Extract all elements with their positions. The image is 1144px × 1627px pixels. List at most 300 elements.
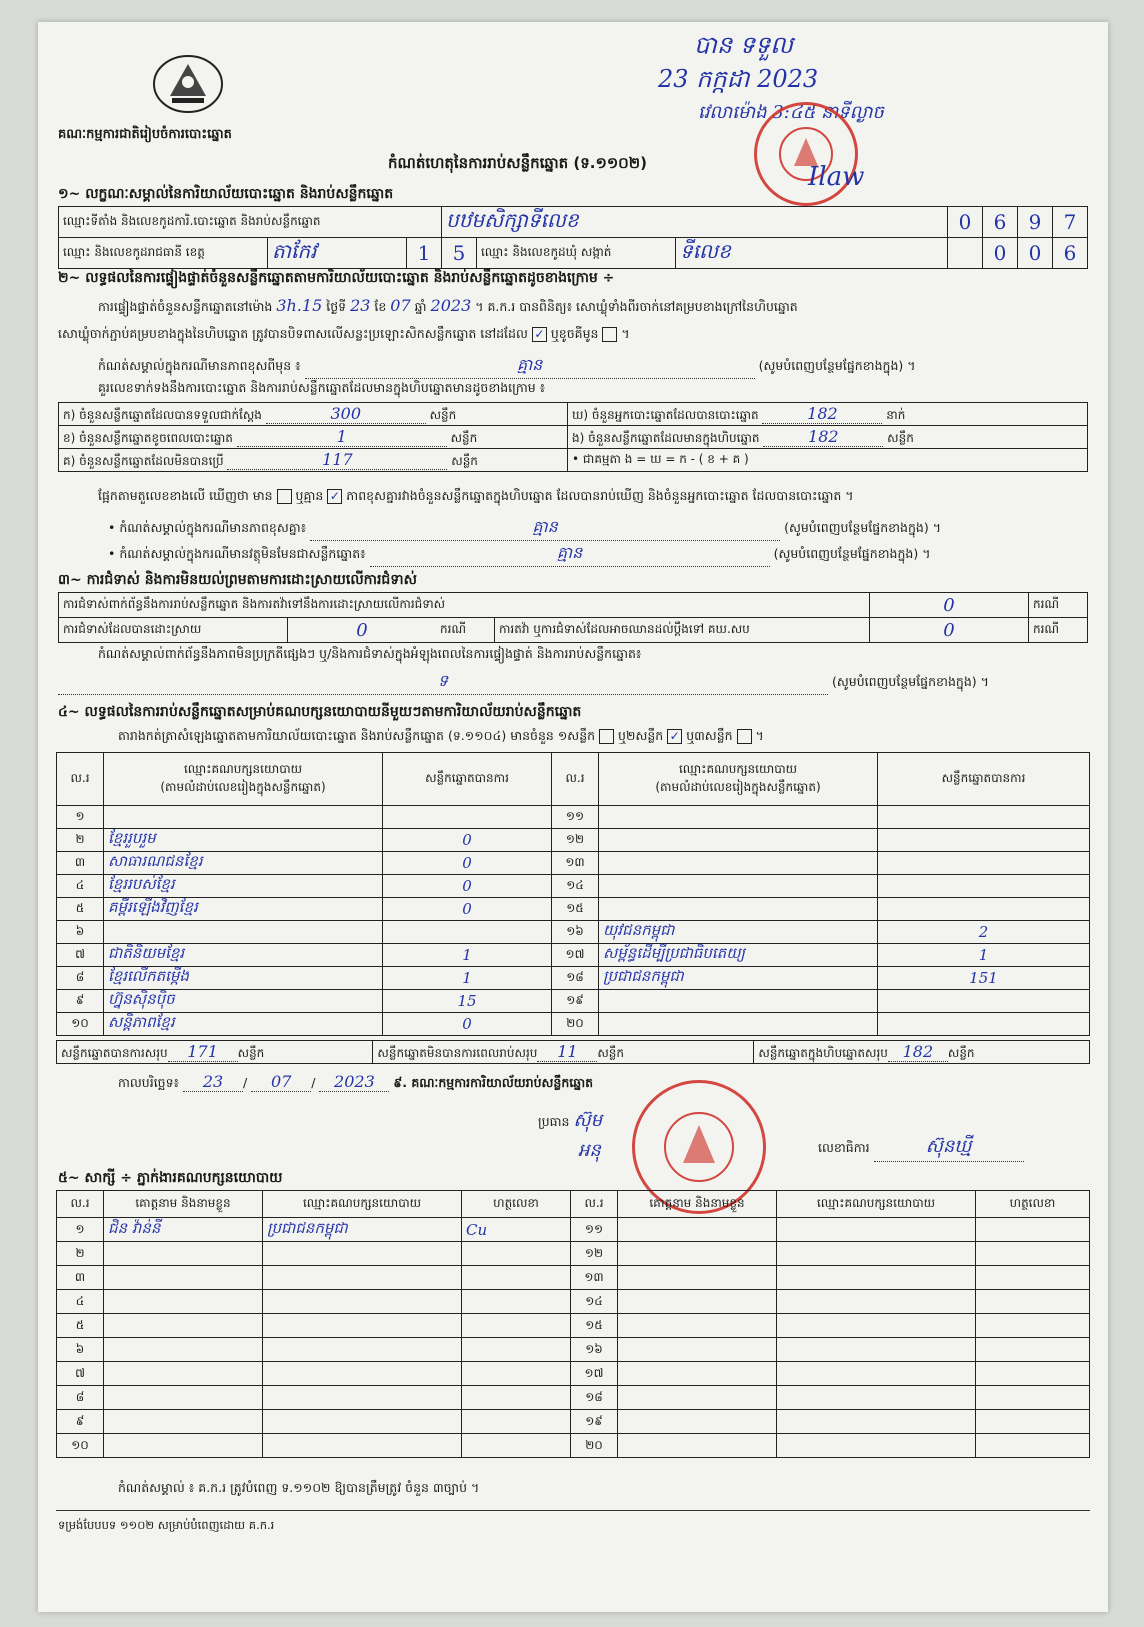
party-name bbox=[599, 852, 878, 875]
witness-name bbox=[104, 1410, 263, 1434]
appeal-value: 0 bbox=[870, 618, 1029, 643]
row-no: ១១ bbox=[571, 1218, 618, 1242]
text: ថ្ងៃទី bbox=[326, 299, 347, 314]
table-row bbox=[57, 1266, 1090, 1290]
witness-party bbox=[777, 1434, 976, 1458]
total-box bbox=[754, 1041, 1090, 1064]
vote-count: 15 bbox=[383, 990, 552, 1013]
objection-label: ការជំទាស់ពាក់ព័ន្ធនឹងការរាប់សន្លឹកឆ្នោត និងការតវ៉ាទៅនឹងការដោះស្រាយលើការជំទាស់ bbox=[59, 593, 870, 618]
resolved-label: ការជំទាស់ដែលបានដោះស្រាយ bbox=[59, 618, 288, 643]
text: ប្រធាន bbox=[538, 1114, 570, 1129]
row-no: ៦ bbox=[57, 1338, 104, 1362]
witness-signature bbox=[976, 1266, 1090, 1290]
row-no: ១២ bbox=[571, 1242, 618, 1266]
row-no: ២០ bbox=[552, 1013, 599, 1036]
difference-note-line bbox=[98, 354, 1088, 379]
diff-note-line bbox=[108, 516, 1088, 541]
table-row bbox=[57, 1410, 1090, 1434]
row-no: ៧ bbox=[57, 944, 104, 967]
witness-signature bbox=[462, 1434, 571, 1458]
total-invalid-value: 11 bbox=[557, 1041, 578, 1061]
vote-count: 0 bbox=[383, 875, 552, 898]
witness-name bbox=[104, 1362, 263, 1386]
party-name bbox=[599, 875, 878, 898]
party-name bbox=[104, 806, 383, 829]
vote-count: 2 bbox=[878, 921, 1090, 944]
row-no: ១៧ bbox=[571, 1362, 618, 1386]
text: ឆ្នាំ bbox=[414, 299, 427, 314]
vote-count: 1 bbox=[383, 967, 552, 990]
witness-signature bbox=[976, 1218, 1090, 1242]
row-no: ១ bbox=[57, 806, 104, 829]
commune-label: ឈ្មោះ និងលេខកូដឃុំ សង្កាត់ bbox=[477, 238, 676, 269]
vote-count: 0 bbox=[383, 1013, 552, 1036]
row-no: ៥ bbox=[57, 1314, 104, 1338]
table-row bbox=[57, 1314, 1090, 1338]
received-line-3: វេលាម៉ោង 3:៤៥ នាទីល្ងាច bbox=[698, 102, 884, 123]
row-no: ១៩ bbox=[571, 1410, 618, 1434]
station-code-digit: 7 bbox=[1053, 207, 1088, 238]
col-sign: ហត្ថលេខា bbox=[462, 1191, 571, 1218]
col-no: ល.រ bbox=[57, 1191, 104, 1218]
witness-party bbox=[777, 1242, 976, 1266]
text: (សូមបំពេញបន្ថែមផ្នែកខាងក្នុង) ។ bbox=[784, 520, 941, 535]
witness-signature bbox=[976, 1242, 1090, 1266]
witness-party bbox=[777, 1266, 976, 1290]
text: ឃ) ចំនួនអ្នកបោះឆ្នោតដែលបានបោះឆ្នោត bbox=[572, 407, 759, 422]
chair-signature: ស៊ុម bbox=[573, 1110, 603, 1131]
text: ឬ២សន្លឹក bbox=[618, 728, 664, 743]
party-results-table bbox=[56, 752, 1090, 1036]
unit: ករណី bbox=[1029, 618, 1088, 643]
witness-signature bbox=[976, 1410, 1090, 1434]
witness-name bbox=[618, 1434, 777, 1458]
table-row bbox=[57, 990, 1090, 1013]
section-3-title: ៣~ ការជំទាស់ និងការមិនយល់ព្រមតាមការដោះស្រាយលើការជំទាស់ bbox=[58, 572, 417, 588]
witness-signature bbox=[462, 1362, 571, 1386]
party-name: សាធារណជនខ្មែរ bbox=[104, 852, 383, 875]
vote-count: 1 bbox=[383, 944, 552, 967]
witness-name: ជិន វ៉ាន់នី bbox=[104, 1218, 263, 1242]
table-row bbox=[57, 1242, 1090, 1266]
witness-signature bbox=[976, 1386, 1090, 1410]
witness-signature bbox=[976, 1434, 1090, 1458]
row-no: ៤ bbox=[57, 875, 104, 898]
date-day: 23 bbox=[183, 1072, 243, 1092]
vote-count: 0 bbox=[383, 829, 552, 852]
province-code-digit: 1 bbox=[407, 238, 442, 269]
row-no: ១៣ bbox=[552, 852, 599, 875]
count-c-value: 117 bbox=[322, 449, 353, 469]
commune-code-digit: 6 bbox=[1053, 238, 1088, 269]
irregularity-note-label: កំណត់សម្គាល់ពាក់ព័ន្ធនឹងភាពមិនប្រក្រតីផ្សេងៗ ឬ/និងការជំទាស់ក្នុងអំឡុងពេលនៃការផ្ទៀងផ្ទាត់ និងការរាប់សន្លឹកឆ្នោត៖ bbox=[98, 646, 642, 661]
vote-count bbox=[878, 898, 1090, 921]
irregularity-field[interactable] bbox=[58, 670, 828, 695]
row-no: ៣ bbox=[57, 852, 104, 875]
count-c bbox=[59, 449, 568, 472]
verification-line-2: សោឃ្លុំចាក់ភ្ជាប់គម្របខាងក្នុងនៃហិបឆ្នោត ត្រូវបានបិទពាសលើសន្លះប្រឡោះសិកសន្លឹកឆ្នោត នៅដដែល ✓ ឬខូចគីមូន ។ bbox=[58, 326, 630, 341]
witness-name bbox=[618, 1386, 777, 1410]
member-line bbox=[578, 1138, 601, 1165]
secretary-line bbox=[818, 1134, 1024, 1162]
witness-signature bbox=[976, 1314, 1090, 1338]
witness-party bbox=[777, 1314, 976, 1338]
secretary-signature: ស៊ុនឃ្មី bbox=[925, 1136, 972, 1157]
witness-party bbox=[777, 1362, 976, 1386]
witness-party bbox=[777, 1338, 976, 1362]
witness-name bbox=[104, 1338, 263, 1362]
row-no: ៨ bbox=[57, 967, 104, 990]
col-votes: សន្លឹកឆ្នោតបានការ bbox=[878, 753, 1090, 806]
party-name bbox=[599, 1013, 878, 1036]
text: ង) ចំនួនសន្លឹកឆ្នោតដែលមានក្នុងហិបឆ្នោត bbox=[572, 430, 760, 445]
text: • កំណត់សម្គាល់ក្នុងករណីមានវត្ថុមិនមែនជាសន្លឹកឆ្នោត៖ bbox=[108, 546, 366, 561]
row-no: ៣ bbox=[57, 1266, 104, 1290]
text: លេខាធិការ bbox=[818, 1140, 870, 1155]
row-no: ១៤ bbox=[552, 875, 599, 898]
unit: ករណី bbox=[1029, 593, 1088, 618]
party-name: ខ្មែររួបរួម bbox=[104, 829, 383, 852]
witness-name bbox=[618, 1410, 777, 1434]
witness-signature bbox=[462, 1266, 571, 1290]
text: សន្លឹក bbox=[237, 1045, 265, 1060]
text: សន្លឹក bbox=[887, 430, 914, 445]
row-no: ១៨ bbox=[552, 967, 599, 990]
witness-signature bbox=[976, 1362, 1090, 1386]
commune-name: ទីលេខ bbox=[676, 238, 948, 269]
date-year: 2023 bbox=[319, 1072, 389, 1092]
text: ក) ចំនួនសន្លឹកឆ្នោតដែលបានទទួលជាក់ស្តែង bbox=[63, 407, 262, 422]
party-name: ខ្មែររបស់ខ្មែរ bbox=[104, 875, 383, 898]
witness-signature bbox=[462, 1338, 571, 1362]
row-no: ១ bbox=[57, 1218, 104, 1242]
text: ការផ្ទៀងផ្ទាត់ចំនួនសន្លឹកឆ្នោតនៅម៉ោង bbox=[98, 299, 273, 314]
commune-code-digit: 0 bbox=[983, 238, 1018, 269]
row-no: ២ bbox=[57, 829, 104, 852]
intact-checkbox[interactable]: ✓ bbox=[532, 327, 547, 342]
text: កាលបរិច្ឆេទ៖ bbox=[118, 1075, 180, 1090]
witness-party bbox=[777, 1386, 976, 1410]
party-name bbox=[599, 990, 878, 1013]
col-no: ល.រ bbox=[552, 753, 599, 806]
witness-party: ប្រជាជនកម្ពុជា bbox=[263, 1218, 462, 1242]
text: ឈ្មោះគណបក្សនយោបាយ bbox=[183, 762, 303, 776]
col-party: ឈ្មោះគណបក្សនយោបាយ bbox=[777, 1191, 976, 1218]
witness-name bbox=[618, 1266, 777, 1290]
two-sheets-checkbox[interactable]: ✓ bbox=[667, 729, 682, 744]
party-name: គម្ពីរឡើងវិញខ្មែរ bbox=[104, 898, 383, 921]
section-5-title: ៥~ សាក្សី ÷ ភ្នាក់ងារគណបក្សនយោបាយ bbox=[58, 1170, 283, 1186]
station-name: បឋមសិក្សាទីលេខ bbox=[442, 207, 948, 238]
row-no: ១៩ bbox=[552, 990, 599, 1013]
vote-count bbox=[878, 852, 1090, 875]
has-discrepancy-checkbox[interactable] bbox=[277, 489, 292, 504]
unit: ករណី bbox=[436, 618, 495, 643]
row-no: ១៥ bbox=[552, 898, 599, 921]
broken-checkbox[interactable] bbox=[602, 327, 617, 342]
province-code-digit: 5 bbox=[442, 238, 477, 269]
received-line-1: បាន ទទួល bbox=[694, 31, 794, 59]
witness-party bbox=[777, 1290, 976, 1314]
row-no: ១៤ bbox=[571, 1290, 618, 1314]
blank-cell bbox=[948, 238, 983, 269]
witness-name bbox=[618, 1290, 777, 1314]
witness-signature bbox=[462, 1290, 571, 1314]
vote-count bbox=[878, 1013, 1090, 1036]
text: គ) ចំនួនសន្លឹកឆ្នោតដែលមិនបានប្រើ bbox=[63, 453, 224, 468]
row-no: ១៥ bbox=[571, 1314, 618, 1338]
witness-signature bbox=[462, 1386, 571, 1410]
no-discrepancy-checkbox[interactable]: ✓ bbox=[327, 489, 342, 504]
text: (សូមបំពេញបន្ថែមផ្នែកខាងក្នុង) ។ bbox=[758, 358, 916, 373]
diff-field[interactable] bbox=[310, 516, 780, 541]
text: ៩. គណៈកម្មការការិយាល័យរាប់សន្លឹកឆ្នោត bbox=[393, 1075, 594, 1090]
text: (សូមបំពេញបន្ថែមផ្នែកខាងក្នុង) ។ bbox=[773, 546, 931, 561]
witness-signature bbox=[976, 1338, 1090, 1362]
row-no: ១៣ bbox=[571, 1266, 618, 1290]
col-party bbox=[599, 753, 878, 806]
witness-signature bbox=[462, 1410, 571, 1434]
witness-party bbox=[777, 1410, 976, 1434]
foreign-note-line bbox=[108, 542, 1088, 567]
verify-time: 3h.15 bbox=[276, 296, 323, 315]
text: តារាងកត់ត្រាសំឡេងឆ្នោតតាមការិយាល័យបោះឆ្នោត និងរាប់សន្លឹកឆ្នោត (ទ.១១០៤) មានចំនួន ១សន្លឹក bbox=[118, 728, 596, 743]
counts-table bbox=[58, 402, 1088, 472]
col-no: ល.រ bbox=[571, 1191, 618, 1218]
vote-count: 0 bbox=[383, 852, 552, 875]
table-row bbox=[57, 1362, 1090, 1386]
text: ផ្អែកតាមតួលេខខាងលើ ឃើញថា មាន bbox=[98, 488, 273, 503]
text: ឈ្មោះគណបក្សនយោបាយ bbox=[678, 762, 798, 776]
witness-name bbox=[618, 1242, 777, 1266]
witness-party bbox=[777, 1218, 976, 1242]
party-name bbox=[599, 829, 878, 852]
witness-party bbox=[263, 1266, 462, 1290]
vote-count: 151 bbox=[878, 967, 1090, 990]
table-row bbox=[57, 1338, 1090, 1362]
text: ខែ bbox=[374, 299, 387, 314]
witness-party bbox=[263, 1290, 462, 1314]
witness-name bbox=[618, 1314, 777, 1338]
form-title: កំណត់ហេតុនៃការរាប់សន្លឹកឆ្នោត (ទ.១១០២) bbox=[388, 154, 648, 172]
table-row bbox=[57, 1218, 1090, 1242]
witness-party bbox=[263, 1338, 462, 1362]
row-no: ៤ bbox=[57, 1290, 104, 1314]
totals-table bbox=[56, 1040, 1090, 1064]
witness-signature bbox=[462, 1242, 571, 1266]
count-e bbox=[568, 426, 1088, 449]
formula: • ជាគម្មតា ង = ឃ = ក - ( ខ + គ ) bbox=[568, 449, 1088, 472]
table-row bbox=[57, 875, 1090, 898]
count-b-value: 1 bbox=[336, 426, 347, 446]
total-valid bbox=[57, 1041, 373, 1064]
table-row bbox=[57, 944, 1090, 967]
party-name: ជាតិនិយមខ្មែរ bbox=[104, 944, 383, 967]
text: ភាពខុសគ្នារវាងចំនួនសន្លឹកឆ្នោតក្នុងហិបឆ្នោត ដែលបានរាប់ឃើញ និងចំនួនអ្នកបោះឆ្នោត ដែលបានបោះឆ្នោត ។ bbox=[346, 488, 854, 503]
footer-text: ទម្រង់បែបបទ ១១០២ សម្រាប់បំពេញដោយ គ.ក.រ bbox=[58, 1518, 275, 1532]
verify-year: 2023 bbox=[430, 296, 472, 315]
row-no: ១៦ bbox=[571, 1338, 618, 1362]
row-no: ១២ bbox=[552, 829, 599, 852]
vote-count bbox=[878, 875, 1090, 898]
commune-code-digit: 0 bbox=[1018, 238, 1053, 269]
station-code-digit: 6 bbox=[983, 207, 1018, 238]
text: ឬខូចគីមូន bbox=[550, 326, 599, 341]
count-b bbox=[59, 426, 568, 449]
row-no: ៩ bbox=[57, 990, 104, 1013]
text: ។ គ.ក.រ បានពិនិត្យ៖ សោឃ្លុំទាំងពីរចាក់នៅគម្របខាងក្រៅនៃហិបឆ្នោត bbox=[475, 299, 798, 314]
section-4-title: ៤~ លទ្ធផលនៃការរាប់សន្លឹកឆ្នោតសម្រាប់គណបក្សនយោបាយនីមួយៗតាមការិយាល័យរាប់សន្លឹកឆ្នោត bbox=[58, 704, 582, 720]
witness-name bbox=[104, 1314, 263, 1338]
total-invalid bbox=[373, 1041, 754, 1064]
text: ឬគ្មាន bbox=[295, 488, 324, 503]
table-row bbox=[57, 967, 1090, 990]
witness-name bbox=[104, 1386, 263, 1410]
table-row bbox=[57, 1386, 1090, 1410]
count-d-value: 182 bbox=[807, 403, 838, 423]
witness-party bbox=[263, 1242, 462, 1266]
table-row bbox=[57, 1290, 1090, 1314]
province-label: ឈ្មោះ និងលេខកូដរាជធានី ខេត្ត bbox=[59, 238, 268, 269]
vote-count bbox=[383, 921, 552, 944]
row-no: ៩ bbox=[57, 1410, 104, 1434]
text: (សូមបំពេញបន្ថែមផ្នែកខាងក្នុង) ។ bbox=[831, 674, 989, 689]
vote-count: 0 bbox=[383, 898, 552, 921]
discrepancy-line bbox=[98, 488, 854, 507]
text: សន្លឹក bbox=[597, 1045, 625, 1060]
witness-signature bbox=[976, 1290, 1090, 1314]
text: សន្លឹក bbox=[947, 1045, 975, 1060]
table-row bbox=[57, 1013, 1090, 1036]
col-votes: សន្លឹកឆ្នោតបានការ bbox=[383, 753, 552, 806]
verification-line-1 bbox=[98, 296, 1098, 318]
text: (តាមលំដាប់លេខរៀងក្នុងសន្លឹកឆ្នោត) bbox=[655, 780, 821, 794]
station-label: ឈ្មោះទីតាំង និងលេខកូដការិ.បោះឆ្នោត និងរាប់សន្លឹកឆ្នោត bbox=[59, 207, 442, 238]
table-row bbox=[57, 829, 1090, 852]
party-name: ខ្មែរលើកតម្កើង bbox=[104, 967, 383, 990]
foreign-field[interactable] bbox=[370, 542, 770, 567]
note-value: គ្មាន bbox=[516, 355, 543, 374]
irregularity-value: ទ bbox=[437, 671, 449, 690]
col-no: ល.រ bbox=[57, 753, 104, 806]
station-table bbox=[58, 206, 1088, 269]
received-line-2: 23 កក្កដា 2023 bbox=[658, 65, 819, 93]
vote-count bbox=[878, 806, 1090, 829]
section-2-title: ២~ លទ្ធផលនៃការផ្ទៀងផ្ទាត់ចំនួនសន្លឹកឆ្នោតតាមការិយាល័យបោះឆ្នោត និងរាប់សន្លឹកឆ្នោតដូចខាងក្រោម ÷ bbox=[58, 270, 615, 286]
table-row bbox=[57, 806, 1090, 829]
objections-table bbox=[58, 592, 1088, 643]
row-no: ១៧ bbox=[552, 944, 599, 967]
witness-name bbox=[618, 1362, 777, 1386]
form-page bbox=[38, 22, 1108, 1612]
text: សន្លឹកឆ្នោតបានការសរុប bbox=[61, 1045, 168, 1060]
objection-value: 0 bbox=[870, 593, 1029, 618]
member-signature: អនុ bbox=[578, 1140, 601, 1161]
witness-party bbox=[263, 1362, 462, 1386]
witness-party bbox=[263, 1314, 462, 1338]
witness-party bbox=[263, 1386, 462, 1410]
section-1-title: ១~ លក្ខណៈសម្គាល់នៃការិយាល័យបោះឆ្នោត និងរាប់សន្លឹកឆ្នោត bbox=[58, 186, 394, 202]
row-no: ៥ bbox=[57, 898, 104, 921]
total-box-value: 182 bbox=[902, 1041, 934, 1061]
col-sign: ហត្ថលេខា bbox=[976, 1191, 1090, 1218]
count-d bbox=[568, 403, 1088, 426]
text: សន្លឹក bbox=[451, 453, 478, 468]
foreign-value: គ្មាន bbox=[556, 543, 583, 562]
total-valid-value: 171 bbox=[187, 1041, 218, 1061]
text: ឬ៣សន្លឹក bbox=[686, 728, 733, 743]
witness-name bbox=[104, 1266, 263, 1290]
row-no: ២ bbox=[57, 1242, 104, 1266]
witness-party bbox=[263, 1434, 462, 1458]
irregularity-note-line bbox=[58, 670, 1088, 695]
vote-count bbox=[878, 829, 1090, 852]
party-name bbox=[599, 806, 878, 829]
col-name: គោត្តនាម និងនាមខ្លួន bbox=[104, 1191, 263, 1218]
footer-divider bbox=[56, 1510, 1090, 1511]
witness-name bbox=[618, 1338, 777, 1362]
col-party: ឈ្មោះគណបក្សនយោបាយ bbox=[263, 1191, 462, 1218]
note-field[interactable] bbox=[305, 354, 755, 379]
text: សន្លឹក bbox=[429, 407, 457, 422]
count-a-value: 300 bbox=[330, 403, 362, 423]
row-no: ១១ bbox=[552, 806, 599, 829]
counts-intro: គួរលេខទាក់ទងនឹងការបោះឆ្នោត និងការរាប់សន្លឹកឆ្នោតដែលមានក្នុងហិបឆ្នោតមានដូចខាងក្រោម ៖ bbox=[98, 380, 546, 395]
party-name: ហ្វ៊ុនស៊ិនប៉ិច bbox=[104, 990, 383, 1013]
three-sheets-checkbox[interactable] bbox=[737, 729, 752, 744]
row-no: ៨ bbox=[57, 1386, 104, 1410]
one-sheet-checkbox[interactable] bbox=[599, 729, 614, 744]
row-no: ១០ bbox=[57, 1434, 104, 1458]
row-no: ៦ bbox=[57, 921, 104, 944]
row-no: ២០ bbox=[571, 1434, 618, 1458]
row-no: ១៦ bbox=[552, 921, 599, 944]
witness-table bbox=[56, 1190, 1090, 1458]
table-row bbox=[57, 1434, 1090, 1458]
col-party bbox=[104, 753, 383, 806]
verify-day: 23 bbox=[350, 296, 371, 315]
nec-emblem-icon bbox=[150, 52, 226, 114]
text: សន្លឹក bbox=[450, 430, 478, 445]
row-no: ១០ bbox=[57, 1013, 104, 1036]
text: នាក់ bbox=[886, 407, 906, 422]
text: (តាមលំដាប់លេខរៀងក្នុងសន្លឹកឆ្នោត) bbox=[160, 780, 326, 794]
row-no: ៧ bbox=[57, 1362, 104, 1386]
table-row bbox=[57, 898, 1090, 921]
tally-sheets-line: តារាងកត់ត្រាសំឡេងឆ្នោតតាមការិយាល័យបោះឆ្នោត និងរាប់សន្លឹកឆ្នោត (ទ.១១០៤) មានចំនួន ១សន្លឹក ឬ២សន្លឹក ✓ ឬ៣សន្លឹក ។ bbox=[118, 728, 764, 743]
verify-month: 07 bbox=[390, 296, 411, 315]
org-name: គណៈកម្មការជាតិរៀបចំការបោះឆ្នោត bbox=[58, 127, 232, 142]
party-name: ប្រជាជនកម្ពុជា bbox=[599, 967, 878, 990]
witness-signature bbox=[462, 1314, 571, 1338]
count-e-value: 182 bbox=[808, 426, 839, 446]
text: សន្លឹកឆ្នោតមិនបានការពេលរាប់សរុប bbox=[377, 1045, 538, 1060]
vote-count bbox=[383, 806, 552, 829]
received-signature: Ilaw bbox=[808, 162, 865, 192]
witness-name bbox=[104, 1242, 263, 1266]
count-a bbox=[59, 403, 568, 426]
station-code-digit: 0 bbox=[948, 207, 983, 238]
chair-line bbox=[538, 1108, 602, 1135]
party-name bbox=[104, 921, 383, 944]
footnote: កំណត់សម្គាល់ ៖ គ.ក.រ ត្រូវបំពេញ ទ.១១០២ ឱ្យបានត្រឹមត្រូវ ចំនួន ៣ច្បាប់ ។ bbox=[118, 1480, 480, 1495]
witness-party bbox=[263, 1410, 462, 1434]
resolved-value: 0 bbox=[288, 618, 437, 643]
date-line: កាលបរិច្ឆេទ៖ 23 / 07 / 2023 ៩. គណៈកម្មការការិយាល័យរាប់សន្លឹកឆ្នោត bbox=[118, 1072, 594, 1091]
appeal-label: ការតវ៉ា ឬការជំទាស់ដែលអាចឈានដល់ប្តឹងទៅ គឃ.សប bbox=[495, 618, 870, 643]
witness-name bbox=[104, 1290, 263, 1314]
diff-value: គ្មាន bbox=[532, 517, 558, 536]
